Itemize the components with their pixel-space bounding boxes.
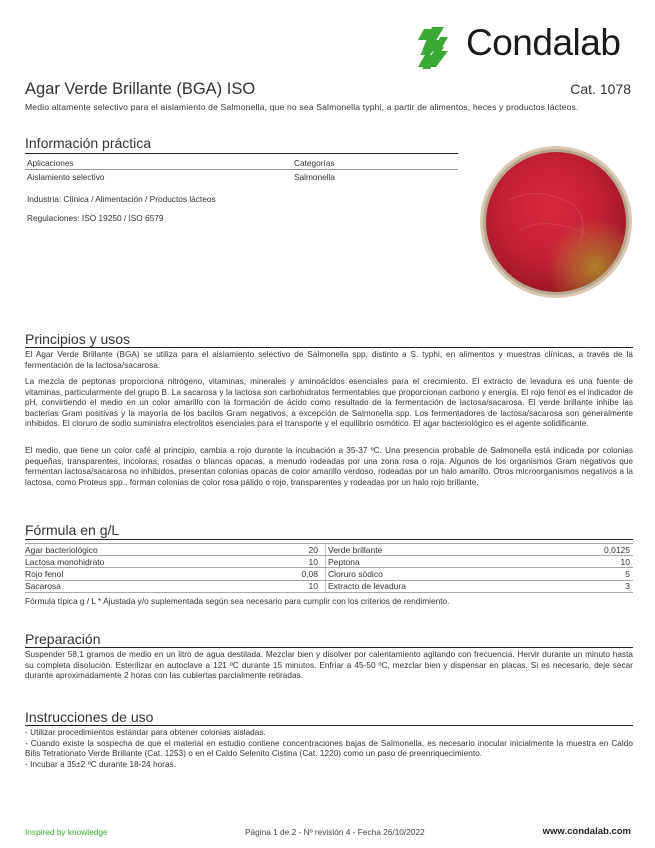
ingredient-name: Extracto de levadura bbox=[328, 581, 406, 592]
preparation-heading: Preparación bbox=[25, 631, 101, 647]
info-heading: Información práctica bbox=[25, 135, 152, 151]
instructions-divider bbox=[25, 725, 633, 726]
instructions-heading: Instrucciones de uso bbox=[25, 709, 154, 725]
catalog-number: Cat. 1078 bbox=[570, 81, 631, 97]
instruction-item: - Utilizar procedimientos estándar para obtener colonias aisladas. bbox=[25, 728, 266, 737]
preparation-divider bbox=[25, 647, 633, 648]
principles-paragraph-2: La mezcla de peptonas proporciona nitrógeno, vitaminas, minerales y aminoácidos esenciales para el crecimiento. El extracto de levadura es una fuente de vitaminas, particularmente del grupo B. La sacarosa y la lactosa son carbohidratos fermentables que proporcionan carbono y energía. El rojo fenol es el indicador de pH, convirtiendo el medio en un color amarillo con la formación de ácido como resultado de la fermentación de lactosa/sacarosa. El verde brillante inhibe las bacterias Gram positivas y la mayoría de los bacilos Gram negativos, a excepción de Salmonella spp. Los fermentadores de lactosa/sacarosa son generalmente inhibidos. El cloruro de sodio suministra electrolitos esenciales para el transporte y el equilibrio osmótico. El agar bacteriológico es el agente solidificante. bbox=[25, 377, 633, 429]
instruction-item: - Cuando existe la sospecha de que el material en estudio contiene concentraciones bajas de Salmonella, es necesario inocular inicialmente la muestra en Caldo Bilis Tetrationato Verde Brillante (Cat. 1253) o en el Caldo Selenito Cistina (Cat. 1220) como un paso de preenriquecimiento. bbox=[25, 738, 633, 759]
ingredient-value: 10 bbox=[620, 556, 630, 567]
principles-divider bbox=[25, 347, 633, 348]
applications-value: Aislamiento selectivo bbox=[27, 172, 105, 182]
principles-heading: Principios y usos bbox=[25, 331, 131, 347]
formula-table bbox=[25, 543, 633, 593]
ingredient-name: Lactosa monohidrato bbox=[25, 556, 105, 567]
agar-plate-image bbox=[479, 145, 633, 299]
ingredient-name: Agar bacteriológico bbox=[25, 544, 98, 555]
principles-paragraph-3: El medio, que tiene un color café al principio, cambia a rojo durante la incubación a 35-37 ºC. Una presencia probable de Salmonella está indicada por colonias pequeñas, transparentes, incoloras, rosadas o blancas opacas, a menudo rodeadas por una zona rosa o roja. Algunos de los organismos Gram negativos que fermentan lactosa/sacarosa no inhibidos, presentan colonias opacas de color amarillo verdoso, rodeadas por un halo amarillo. Otros microorganismos negativos a la lactosa, como Proteus spp., forman colonias de color rosa pálido o rojo, transparentes y rodeadas por un halo rojo brillante. bbox=[25, 446, 633, 487]
regulations-text: Regulaciones: ISO 19250 / ISO 6579 bbox=[27, 213, 164, 223]
footer-website-link[interactable]: www.condalab.com bbox=[542, 826, 631, 837]
brand-name: Condalab bbox=[466, 22, 621, 63]
industry-text: Industria: Clínica / Alimentación / Productos lácteos bbox=[27, 194, 216, 204]
info-divider bbox=[25, 153, 458, 154]
condalab-logo-icon bbox=[418, 24, 462, 70]
formula-heading: Fórmula en g/L bbox=[25, 522, 120, 538]
footer-page-info: Página 1 de 2 - Nº revisión 4 - Fecha 26/10/2022 bbox=[245, 827, 425, 837]
categories-value: Salmonella bbox=[294, 172, 336, 182]
ingredient-value: 20 bbox=[308, 544, 318, 555]
formula-row bbox=[25, 581, 633, 593]
ingredient-value: 0,0125 bbox=[604, 544, 630, 555]
product-title: Agar Verde Brillante (BGA) ISO bbox=[25, 80, 256, 98]
ingredient-name: Cloruro sódico bbox=[328, 568, 383, 579]
formula-divider bbox=[25, 539, 633, 540]
ingredient-name: Sacarosa bbox=[25, 581, 61, 592]
formula-row bbox=[25, 543, 633, 556]
applications-header: Aplicaciones bbox=[27, 158, 74, 168]
formula-note: Fórmula típica g / L * Ajustada y/o suplementada según sea necesario para cumplir con los criterios de rendimiento. bbox=[25, 596, 450, 606]
ingredient-value: 10 bbox=[308, 581, 318, 592]
ingredient-name: Verde brillante bbox=[328, 544, 383, 555]
product-description: Medio altamente selectivo para el aislamiento de Salmonella, que no sea Salmonella typhi, a partir de alimentos, heces y productos lácteos. bbox=[25, 102, 579, 112]
ingredient-value: 5 bbox=[625, 568, 630, 579]
formula-row bbox=[25, 556, 633, 568]
ingredient-name: Peptona bbox=[328, 556, 360, 567]
preparation-text: Suspender 58,1 gramos de medio en un litro de agua destilada. Mezclar bien y disolver por calentamiento agitando con frecuencia. Hervir durante un minuto hasta su completa disolución. Esterilizar en autoclave a 121 ºC durante 15 minutos. Enfriar a 45-50 ºC, mezclar bien y dispensar en placas. Si es necesario, deje secar durante aproximadamente 2 horas con las cubiertas parcialmente retiradas. bbox=[25, 650, 633, 681]
ingredient-value: 0,08 bbox=[301, 568, 318, 579]
footer-tagline: Inspired by knowledge bbox=[25, 827, 108, 837]
info-table-divider bbox=[25, 169, 458, 170]
categories-header: Categorías bbox=[294, 158, 335, 168]
principles-paragraph-1: El Agar Verde Brillante (BGA) se utiliza para el aislamiento selectivo de Salmonella spp, distinto a S. typhi, en alimentos y muestras clínicas, a través de la fermentación de la lactosa/sacarosa. bbox=[25, 350, 633, 370]
formula-row bbox=[25, 568, 633, 580]
ingredient-name: Rojo fenol bbox=[25, 568, 64, 579]
ingredient-value: 10 bbox=[308, 556, 318, 567]
instruction-item: - Incubar a 35±2 ºC durante 18-24 horas. bbox=[25, 759, 177, 769]
ingredient-value: 3 bbox=[625, 581, 630, 592]
